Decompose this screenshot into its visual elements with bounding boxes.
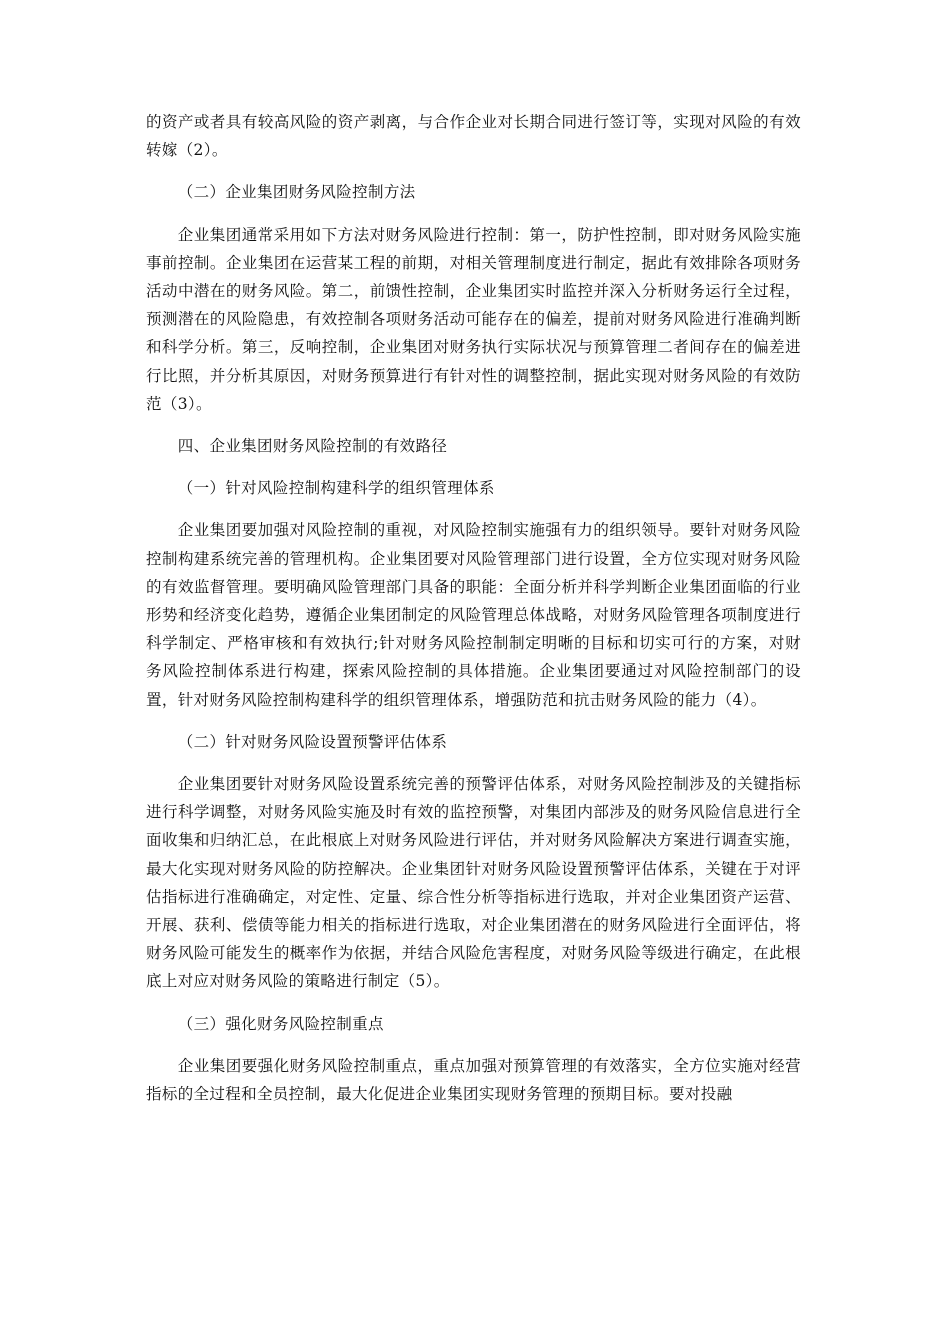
paragraph-control-methods: 企业集团通常采用如下方法对财务风险进行控制：第一，防护性控制，即对财务风险实施事前控制。企业集团在运营某工程的前期，对相关管理制度进行制定，据此有效排除各项财务活动中潜在的财务风险。第二，前馈性控制，企业集团实时监控并深入分析财务运行全过程，预测潜在的风险隐患，有效控制各项财务活动可能存在的偏差，提前对财务风险进行准确判断和科学分析。第三，反响控制，企业集团对财务执行实际状况与预算管理二者间存在的偏差进行比照，并分析其原因，对财务预算进行有针对性的调整控制，据此实现对财务风险的有效防范（3）。: [146, 225, 801, 413]
section-heading-control-focus: （三）强化财务风险控制重点: [177, 1014, 384, 1033]
section-heading-control-methods: （二）企业集团财务风险控制方法: [177, 183, 416, 202]
paragraph-continuation: 的资产或者具有较高风险的资产剥离，与合作企业对长期合同进行签订等，实现对风险的有效转嫁（2）。: [146, 113, 801, 160]
section-heading-organization-system: （一）针对风险控制构建科学的组织管理体系: [177, 479, 495, 498]
paragraph-warning-system: 企业集团要针对财务风险设置系统完善的预警评估体系，对财务风险控制涉及的关键指标进行科学调整，对财务风险实施及时有效的监控预警，对集团内部涉及的财务风险信息进行全面收集和归纳汇总，在此根底上对财务风险进行评估，并对财务风险解决方案进行调查实施，最大化实现对财务风险的防控解决。企业集团针对财务风险设置预警评估体系，关键在于对评估指标进行准确确定，对定性、定量、综合性分析等指标进行选取，并对企业集团资产运营、开展、获利、偿债等能力相关的指标进行选取，对企业集团潜在的财务风险进行全面评估，将财务风险可能发生的概率作为依据，并结合风险危害程度，对财务风险等级进行确定，在此根底上对应对财务风险的策略进行制定（5）。: [146, 775, 801, 991]
paragraph-control-focus: 企业集团要强化财务风险控制重点，重点加强对预算管理的有效落实，全方位实施对经营指标的全过程和全员控制，最大化促进企业集团实现财务管理的预期目标。要对投融: [146, 1056, 801, 1104]
document-page: [146, 108, 801, 1108]
section-heading-warning-system: （二）针对财务风险设置预警评估体系: [177, 732, 448, 751]
paragraph-organization-system: 企业集团要加强对风险控制的重视，对风险控制实施强有力的组织领导。要针对财务风险控制构建系统完善的管理机构。企业集团要对风险管理部门进行设置，全方位实现对财务风险的有效监督管理。要明确风险管理部门具备的职能：全面分析并科学判断企业集团面临的行业形势和经济变化趋势，遵循企业集团制定的风险管理总体战略，对财务风险管理各项制度进行科学制定、严格审核和有效执行;针对财务风险控制制定明晰的目标和切实可行的方案，对财务风险控制体系进行构建，探索风险控制的具体措施。企业集团要通过对风险控制部门的设置，针对财务风险控制构建科学的组织管理体系，增强防范和抗击财务风险的能力（4）。: [146, 521, 801, 709]
chapter-heading-effective-paths: 四、企业集团财务风险控制的有效路径: [177, 437, 448, 456]
